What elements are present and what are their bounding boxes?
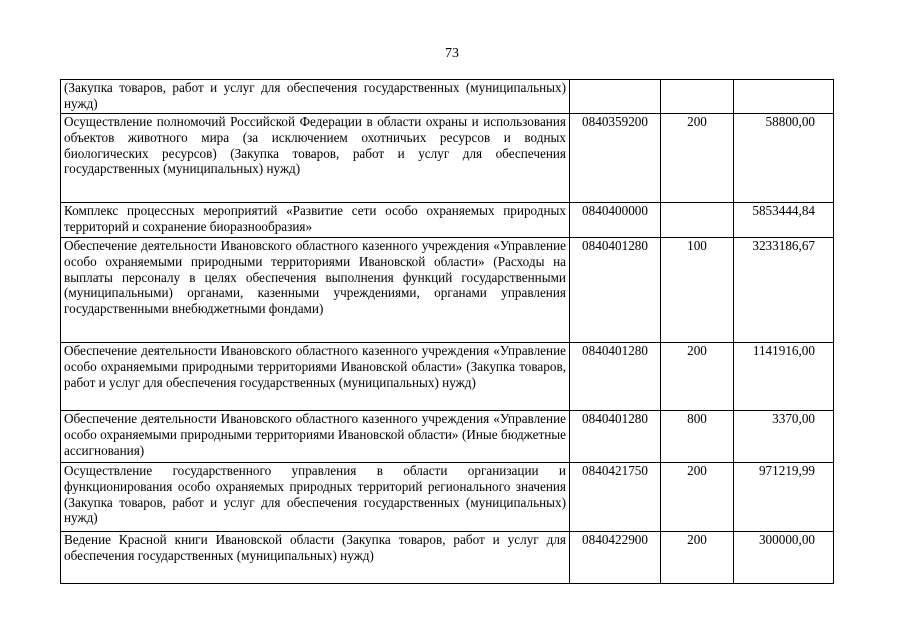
table-row: [61, 343, 834, 411]
row-code: 0840401280: [570, 411, 661, 463]
row-name: Комплекс процессных мероприятий «Развитие сети особо охраняемых природных территорий и сохранение биоразнообразия»: [61, 203, 570, 238]
row-amount: 300000,00: [734, 532, 834, 584]
row-expense-type: 200: [661, 463, 734, 532]
row-expense-type: [661, 203, 734, 238]
row-expense-type: 100: [661, 238, 734, 343]
row-code: 0840422900: [570, 532, 661, 584]
table-row: [61, 114, 834, 203]
row-name: Ведение Красной книги Ивановской области (Закупка товаров, работ и услуг для обеспечения государственных (муниципальных) нужд): [61, 532, 570, 584]
row-name: Обеспечение деятельности Ивановского областного казенного учреждения «Управление особо охраняемыми природными территориями Ивановской области» (Закупка товаров, работ и услуг для обеспечения государственных (муниципальных) нужд): [61, 343, 570, 411]
table-row: [61, 203, 834, 238]
row-name: (Закупка товаров, работ и услуг для обеспечения государственных (муниципальных) нужд): [61, 80, 570, 114]
row-code: 0840359200: [570, 114, 661, 203]
row-name: Осуществление полномочий Российской Федерации в области охраны и использования объектов животного мира (за исключением охотничьих ресурсов и водных биологических ресурсов) (Закупка товаров, работ и услуг для обеспечения государственных (муниципальных) нужд): [61, 114, 570, 203]
row-code: 0840421750: [570, 463, 661, 532]
row-expense-type: 800: [661, 411, 734, 463]
row-expense-type: 200: [661, 114, 734, 203]
row-amount: 3233186,67: [734, 238, 834, 343]
table-row: [61, 80, 834, 114]
table-row: [61, 463, 834, 532]
row-amount: 5853444,84: [734, 203, 834, 238]
table-row: [61, 238, 834, 343]
row-expense-type: 200: [661, 343, 734, 411]
row-expense-type: [661, 80, 734, 114]
row-amount: [734, 80, 834, 114]
row-code: 0840401280: [570, 343, 661, 411]
table-row: [61, 532, 834, 584]
row-code: 0840400000: [570, 203, 661, 238]
row-name: Осуществление государственного управления в области организации и функционирования особо охраняемых природных территорий регионального значения (Закупка товаров, работ и услуг для обеспечения государственных (муниципальных) нужд): [61, 463, 570, 532]
row-name: Обеспечение деятельности Ивановского областного казенного учреждения «Управление особо охраняемыми природными территориями Ивановской области» (Расходы на выплаты персоналу в целях обеспечения выполнения функций государственными (муниципальными) органами, казенными учреждениями, органами управления государственными внебюджетными фондами): [61, 238, 570, 343]
row-amount: 58800,00: [734, 114, 834, 203]
row-code: [570, 80, 661, 114]
row-amount: 1141916,00: [734, 343, 834, 411]
row-code: 0840401280: [570, 238, 661, 343]
row-amount: 971219,99: [734, 463, 834, 532]
table-row: [61, 411, 834, 463]
page-number: 73: [445, 46, 459, 61]
row-name: Обеспечение деятельности Ивановского областного казенного учреждения «Управление особо охраняемыми природными территориями Ивановской области» (Иные бюджетные ассигнования): [61, 411, 570, 463]
budget-table: [60, 79, 834, 584]
row-amount: 3370,00: [734, 411, 834, 463]
row-expense-type: 200: [661, 532, 734, 584]
